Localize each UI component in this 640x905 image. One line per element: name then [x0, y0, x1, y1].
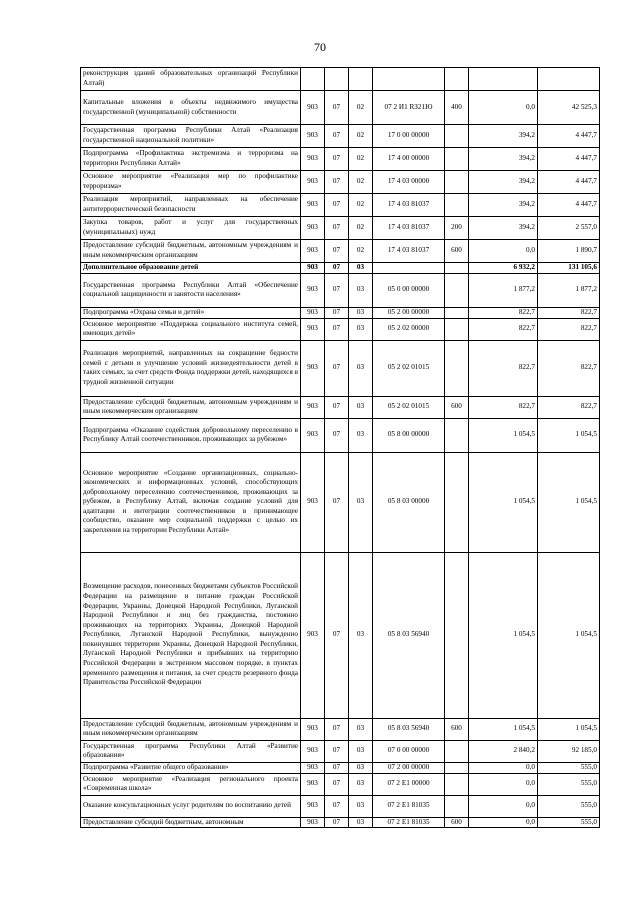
- table-cell-glava: 903: [301, 240, 325, 263]
- table-row: [81, 718, 600, 740]
- table-cell-sum-2: [538, 68, 600, 91]
- table-row: [81, 318, 600, 340]
- table-cell-sum-1: [469, 68, 538, 91]
- table-cell-expense-type: [445, 273, 469, 307]
- table-cell-name: Государственная программа Республики Алтай «Развитие образования»: [81, 740, 301, 762]
- table-cell-razdel: [325, 68, 349, 91]
- table-cell-target-article: [373, 263, 445, 274]
- table-cell-razdel: 07: [325, 762, 349, 773]
- table-cell-target-article: 07 2 Е1 81035: [373, 795, 445, 817]
- table-cell-expense-type: [445, 171, 469, 194]
- table-row: [81, 125, 600, 148]
- table-cell-sum-2: 555,0: [538, 773, 600, 795]
- page-number: 70: [314, 40, 326, 54]
- table-cell-target-article: 17 4 00 00000: [373, 148, 445, 171]
- table-cell-expense-type: [445, 68, 469, 91]
- table-cell-podrazdel: 02: [349, 148, 373, 171]
- table-cell-expense-type: [445, 318, 469, 340]
- table-cell-razdel: 07: [325, 217, 349, 240]
- table-cell-sum-1: 822,7: [469, 340, 538, 396]
- table-cell-name: Закупка товаров, работ и услуг для государственных (муниципальных) нужд: [81, 217, 301, 240]
- table-cell-razdel: 07: [325, 318, 349, 340]
- table-cell-podrazdel: 03: [349, 263, 373, 274]
- table-cell-sum-2: 4 447,7: [538, 171, 600, 194]
- table-cell-razdel: 07: [325, 340, 349, 396]
- table-cell-razdel: 07: [325, 148, 349, 171]
- table-cell-target-article: 05 8 03 56940: [373, 552, 445, 718]
- table-cell-expense-type: 600: [445, 240, 469, 263]
- table-cell-razdel: 07: [325, 817, 349, 828]
- table-cell-expense-type: 600: [445, 718, 469, 740]
- table-cell-sum-2: 1 054,5: [538, 418, 600, 452]
- table-cell-sum-1: 1 054,5: [469, 552, 538, 718]
- table-cell-glava: 903: [301, 171, 325, 194]
- budget-table-body: [81, 68, 600, 828]
- table-cell-podrazdel: 03: [349, 762, 373, 773]
- table-cell-name: Подпрограмма «Развитие общего образования»: [81, 762, 301, 773]
- table-cell-podrazdel: 03: [349, 418, 373, 452]
- table-cell-name: Предоставление субсидий бюджетным, автономным учреждениям и иным некоммерческим организациям: [81, 396, 301, 418]
- table-cell-podrazdel: 02: [349, 217, 373, 240]
- table-cell-name: Государственная программа Республики Алтай «Реализация государственной национальной политики»: [81, 125, 301, 148]
- table-cell-sum-2: 1 877,2: [538, 273, 600, 307]
- table-cell-target-article: 05 0 00 00000: [373, 273, 445, 307]
- table-cell-podrazdel: 03: [349, 318, 373, 340]
- table-cell-podrazdel: [349, 68, 373, 91]
- table-cell-glava: 903: [301, 762, 325, 773]
- table-cell-name: Основное мероприятие «Реализация регионального проекта «Современная школа»: [81, 773, 301, 795]
- table-cell-podrazdel: 03: [349, 552, 373, 718]
- table-cell-razdel: 07: [325, 125, 349, 148]
- table-cell-glava: 903: [301, 125, 325, 148]
- table-cell-sum-1: 0,0: [469, 91, 538, 125]
- table-cell-razdel: 07: [325, 240, 349, 263]
- table-cell-glava: 903: [301, 148, 325, 171]
- table-cell-podrazdel: 02: [349, 91, 373, 125]
- table-cell-glava: 903: [301, 773, 325, 795]
- table-cell-podrazdel: 03: [349, 452, 373, 552]
- table-cell-sum-2: 4 447,7: [538, 148, 600, 171]
- table-cell-razdel: 07: [325, 263, 349, 274]
- table-cell-sum-2: 822,7: [538, 307, 600, 318]
- table-cell-podrazdel: 03: [349, 817, 373, 828]
- table-cell-podrazdel: 03: [349, 795, 373, 817]
- table-cell-target-article: 17 4 03 00000: [373, 171, 445, 194]
- table-cell-glava: 903: [301, 552, 325, 718]
- table-cell-glava: 903: [301, 318, 325, 340]
- table-cell-sum-2: 1 890,7: [538, 240, 600, 263]
- table-cell-sum-1: 822,7: [469, 396, 538, 418]
- table-cell-sum-2: 822,7: [538, 318, 600, 340]
- table-row: [81, 418, 600, 452]
- table-row: [81, 396, 600, 418]
- table-cell-target-article: 17 0 00 00000: [373, 125, 445, 148]
- table-cell-podrazdel: 03: [349, 396, 373, 418]
- table-cell-target-article: 17 4 03 81037: [373, 194, 445, 217]
- table-cell-name: Предоставление субсидий бюджетным, автономным учреждениям и иным некоммерческим организациям: [81, 718, 301, 740]
- table-cell-razdel: 07: [325, 740, 349, 762]
- table-cell-name: Возмещение расходов, понесенных бюджетами субъектов Российской Федерации на размещение и питание граждан Российской Федерации, Украины, Донецкой Народной Республики, Луганской Народной Республики и лиц без гражданства, постоянно проживающих на территориях Украины, Донецкой Народной Республики, Луганской Народной Республики, вынужденно покинувших территории Украины, Донецкой Народной Республики, Луганской Народной Республики и прибывших на территорию Российской Федерации в экстренном массовом порядке, в пунктах временного размещения и питания, за счет средств резервного фонда Правительства Российской Федерации: [81, 552, 301, 718]
- table-cell-sum-1: 394,2: [469, 217, 538, 240]
- table-cell-razdel: 07: [325, 552, 349, 718]
- table-cell-sum-2: 4 447,7: [538, 194, 600, 217]
- table-row: [81, 68, 600, 91]
- table-cell-glava: 903: [301, 91, 325, 125]
- table-cell-target-article: 05 2 00 00000: [373, 307, 445, 318]
- table-cell-glava: 903: [301, 418, 325, 452]
- table-cell-sum-1: 394,2: [469, 125, 538, 148]
- table-cell-glava: 903: [301, 795, 325, 817]
- table-cell-sum-2: 2 557,0: [538, 217, 600, 240]
- table-cell-target-article: [373, 68, 445, 91]
- table-cell-expense-type: [445, 552, 469, 718]
- table-cell-glava: 903: [301, 263, 325, 274]
- table-cell-expense-type: [445, 418, 469, 452]
- table-cell-sum-2: 4 447,7: [538, 125, 600, 148]
- table-cell-expense-type: [445, 340, 469, 396]
- table-cell-sum-1: 822,7: [469, 318, 538, 340]
- table-cell-expense-type: 600: [445, 817, 469, 828]
- table-cell-sum-2: 555,0: [538, 762, 600, 773]
- table-cell-sum-1: 0,0: [469, 817, 538, 828]
- table-cell-expense-type: [445, 452, 469, 552]
- table-cell-target-article: 07 2 00 00000: [373, 762, 445, 773]
- table-cell-sum-1: 0,0: [469, 795, 538, 817]
- table-row: [81, 194, 600, 217]
- table-cell-expense-type: [445, 194, 469, 217]
- table-cell-target-article: 05 2 02 01015: [373, 340, 445, 396]
- table-cell-name: Дополнительное образование детей: [81, 263, 301, 274]
- table-cell-name: Предоставление субсидий бюджетным, автономным учреждениям и иным некоммерческим организациям: [81, 240, 301, 263]
- table-cell-target-article: 05 8 03 56940: [373, 718, 445, 740]
- table-cell-sum-1: 6 932,2: [469, 263, 538, 274]
- table-cell-sum-1: 394,2: [469, 171, 538, 194]
- table-cell-glava: 903: [301, 817, 325, 828]
- table-cell-glava: 903: [301, 740, 325, 762]
- table-cell-expense-type: [445, 795, 469, 817]
- table-row: [81, 273, 600, 307]
- table-cell-target-article: 05 8 00 00000: [373, 418, 445, 452]
- table-cell-sum-1: 0,0: [469, 240, 538, 263]
- table-cell-name: Основное мероприятие «Поддержка социального института семей, имеющих детей»: [81, 318, 301, 340]
- table-cell-target-article: 05 2 02 00000: [373, 318, 445, 340]
- table-cell-expense-type: [445, 762, 469, 773]
- table-cell-expense-type: [445, 773, 469, 795]
- table-row: [81, 452, 600, 552]
- table-cell-expense-type: [445, 263, 469, 274]
- table-row: [81, 217, 600, 240]
- table-cell-name: Капитальные вложения в объекты недвижимого имущества государственной (муниципальной) собственности: [81, 91, 301, 125]
- table-cell-sum-2: 555,0: [538, 795, 600, 817]
- table-cell-sum-1: 394,2: [469, 194, 538, 217]
- table-cell-razdel: 07: [325, 307, 349, 318]
- table-cell-name: Подпрограмма «Охрана семьи и детей»: [81, 307, 301, 318]
- table-cell-sum-1: 394,2: [469, 148, 538, 171]
- table-cell-name: Основное мероприятие «Реализация мер по профилактике терроризма»: [81, 171, 301, 194]
- table-cell-razdel: 07: [325, 418, 349, 452]
- table-row: [81, 240, 600, 263]
- table-cell-razdel: 07: [325, 273, 349, 307]
- table-cell-podrazdel: 03: [349, 740, 373, 762]
- table-cell-sum-1: 1 054,5: [469, 418, 538, 452]
- table-row: [81, 91, 600, 125]
- table-cell-podrazdel: 03: [349, 307, 373, 318]
- table-cell-podrazdel: 03: [349, 273, 373, 307]
- table-cell-razdel: 07: [325, 718, 349, 740]
- table-cell-sum-1: 1 054,5: [469, 452, 538, 552]
- table-cell-expense-type: 600: [445, 396, 469, 418]
- table-cell-podrazdel: 02: [349, 240, 373, 263]
- table-cell-expense-type: [445, 148, 469, 171]
- table-cell-target-article: 07 2 И1 RЗ21Ю: [373, 91, 445, 125]
- table-cell-expense-type: [445, 125, 469, 148]
- table-row: [81, 817, 600, 828]
- table-cell-sum-2: 1 054,5: [538, 552, 600, 718]
- table-row: [81, 552, 600, 718]
- table-cell-podrazdel: 03: [349, 340, 373, 396]
- table-cell-sum-1: 2 840,2: [469, 740, 538, 762]
- table-cell-podrazdel: 02: [349, 125, 373, 148]
- table-cell-target-article: 05 2 02 01015: [373, 396, 445, 418]
- table-cell-name: Предоставление субсидий бюджетным, автономным: [81, 817, 301, 828]
- table-cell-sum-2: 1 054,5: [538, 718, 600, 740]
- table-cell-sum-2: 131 105,6: [538, 263, 600, 274]
- table-cell-sum-1: 0,0: [469, 762, 538, 773]
- table-cell-razdel: 07: [325, 396, 349, 418]
- table-cell-sum-2: 42 525,3: [538, 91, 600, 125]
- table-cell-razdel: 07: [325, 171, 349, 194]
- table-cell-razdel: 07: [325, 194, 349, 217]
- table-cell-sum-2: 822,7: [538, 396, 600, 418]
- budget-table: [80, 67, 600, 828]
- table-cell-glava: 903: [301, 718, 325, 740]
- table-cell-glava: 903: [301, 307, 325, 318]
- table-cell-target-article: 05 8 03 00000: [373, 452, 445, 552]
- table-cell-podrazdel: 03: [349, 718, 373, 740]
- table-cell-podrazdel: 03: [349, 773, 373, 795]
- table-cell-name: Оказание консультационных услуг родителям по воспитанию детей: [81, 795, 301, 817]
- table-cell-razdel: 07: [325, 795, 349, 817]
- table-cell-glava: 903: [301, 340, 325, 396]
- table-row: [81, 148, 600, 171]
- table-cell-podrazdel: 02: [349, 194, 373, 217]
- table-cell-name: Основное мероприятие «Создание организационных, социально-экономических и информационных условий, способствующих добровольному переселению соотечественников, проживающих за рубежом, в Республику Алтай, включая создание условий для адаптации и интеграции соотечественников в принимающее сообщество, оказание мер социальной поддержки с целью их закрепления на территории Республики Алтай»: [81, 452, 301, 552]
- table-row: [81, 795, 600, 817]
- table-cell-razdel: 07: [325, 91, 349, 125]
- table-cell-sum-2: 555,0: [538, 817, 600, 828]
- table-row: [81, 263, 600, 274]
- table-cell-expense-type: 400: [445, 91, 469, 125]
- table-cell-sum-2: 1 054,5: [538, 452, 600, 552]
- table-cell-sum-1: 0,0: [469, 773, 538, 795]
- table-cell-podrazdel: 02: [349, 171, 373, 194]
- table-cell-razdel: 07: [325, 452, 349, 552]
- table-row: [81, 762, 600, 773]
- table-cell-name: Подпрограмма «Профилактика экстремизма и терроризма на территории Республики Алтай»: [81, 148, 301, 171]
- table-cell-expense-type: 200: [445, 217, 469, 240]
- table-row: [81, 740, 600, 762]
- table-cell-name: Государственная программа Республики Алтай «Обеспечение социальной защищенности и занятости населения»: [81, 273, 301, 307]
- table-row: [81, 171, 600, 194]
- table-cell-glava: 903: [301, 217, 325, 240]
- table-cell-target-article: 17 4 03 81037: [373, 240, 445, 263]
- table-row: [81, 307, 600, 318]
- table-cell-name: Реализация мероприятий, направленных на обеспечение антитеррористической безопасности: [81, 194, 301, 217]
- table-cell-sum-1: 822,7: [469, 307, 538, 318]
- table-cell-glava: [301, 68, 325, 91]
- table-row: [81, 340, 600, 396]
- table-cell-target-article: 07 2 Е1 81035: [373, 817, 445, 828]
- table-cell-sum-1: 1 054,5: [469, 718, 538, 740]
- table-cell-name: Реализация мероприятий, направленных на сокращение бедности семей с детьми и улучшение условий жизнедеятельности детей в таких семьях, за счет средств Фонда поддержки детей, находящихся в трудной жизненной ситуации: [81, 340, 301, 396]
- table-cell-glava: 903: [301, 194, 325, 217]
- table-row: [81, 773, 600, 795]
- table-cell-sum-1: 1 877,2: [469, 273, 538, 307]
- table-cell-target-article: 17 4 03 81037: [373, 217, 445, 240]
- table-cell-name: реконструкция зданий образовательных организаций Республики Алтай): [81, 68, 301, 91]
- table-cell-razdel: 07: [325, 773, 349, 795]
- table-cell-sum-2: 822,7: [538, 340, 600, 396]
- table-cell-sum-2: 92 185,0: [538, 740, 600, 762]
- table-cell-target-article: 07 2 Е1 00000: [373, 773, 445, 795]
- table-cell-glava: 903: [301, 452, 325, 552]
- table-cell-expense-type: [445, 307, 469, 318]
- table-cell-glava: 903: [301, 273, 325, 307]
- table-cell-glava: 903: [301, 396, 325, 418]
- table-cell-target-article: 07 0 00 00000: [373, 740, 445, 762]
- table-cell-name: Подпрограмма «Оказание содействия добровольному переселению в Республику Алтай соотечественников, проживающих за рубежом»: [81, 418, 301, 452]
- table-cell-expense-type: [445, 740, 469, 762]
